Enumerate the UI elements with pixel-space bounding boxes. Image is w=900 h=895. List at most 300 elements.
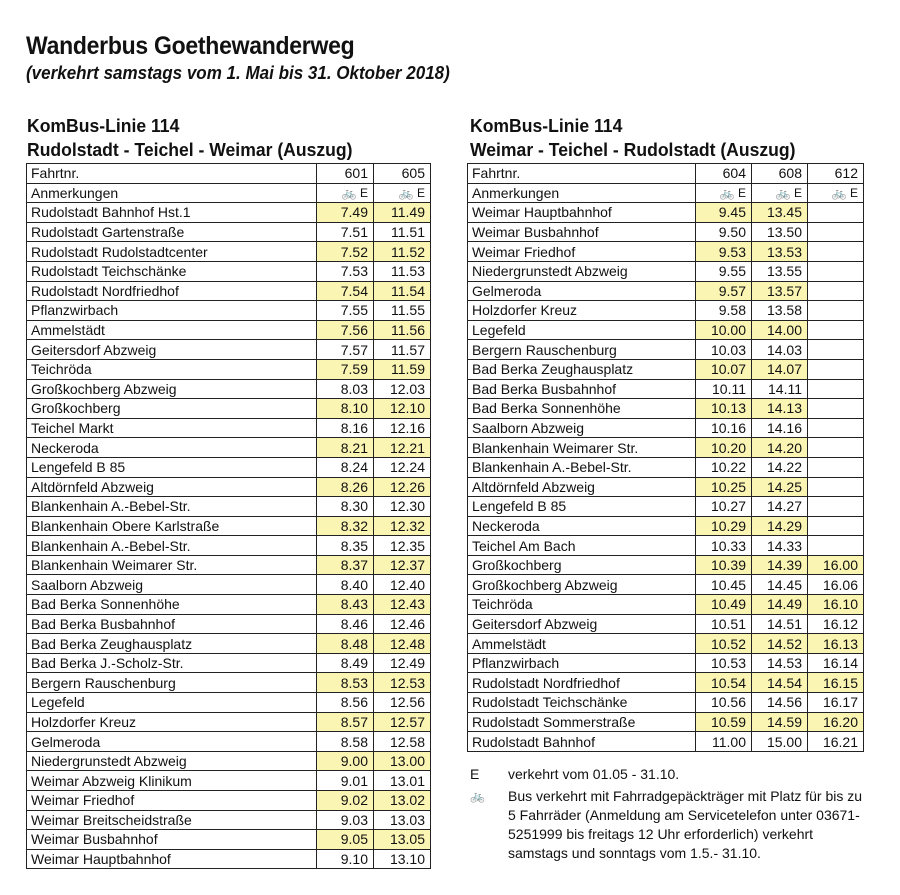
legend <box>470 765 868 863</box>
departure-time: 8.43 <box>317 595 374 615</box>
stop-name: Legefeld <box>468 320 696 340</box>
stop-name: Saalborn Abzweig <box>468 418 696 438</box>
departure-time: 14.11 <box>752 379 808 399</box>
departure-time: 16.14 <box>808 653 864 673</box>
departure-time: 10.39 <box>696 555 752 575</box>
table-row <box>27 242 431 262</box>
table-row <box>27 555 431 575</box>
departure-time: 8.16 <box>317 418 374 438</box>
departure-time: 12.21 <box>374 438 431 458</box>
departure-time: 9.58 <box>696 301 752 321</box>
table-row <box>27 712 431 732</box>
table-row <box>27 810 431 830</box>
page-subtitle: (verkehrt samstags vom 1. Mai bis 31. Oktober 2018) <box>26 62 450 83</box>
stop-name: Weimar Busbahnhof <box>468 222 696 242</box>
right-line-heading: KomBus-Linie 114 <box>470 115 623 136</box>
departure-time: 9.50 <box>696 222 752 242</box>
departure-time: 8.26 <box>317 477 374 497</box>
departure-time <box>808 438 864 458</box>
departure-time: 11.54 <box>374 281 431 301</box>
trip-note: 🚲 E <box>752 183 808 203</box>
departure-time: 12.56 <box>374 693 431 713</box>
departure-time: 10.20 <box>696 438 752 458</box>
departure-time: 14.16 <box>752 418 808 438</box>
departure-time: 14.53 <box>752 653 808 673</box>
table-row <box>468 438 864 458</box>
departure-time: 8.35 <box>317 536 374 556</box>
stop-name: Rudolstadt Teichschänke <box>27 261 317 281</box>
stop-name: Großkochberg Abzweig <box>468 575 696 595</box>
departure-time: 7.53 <box>317 261 374 281</box>
table-row <box>468 536 864 556</box>
departure-time: 14.39 <box>752 555 808 575</box>
departure-time: 7.52 <box>317 242 374 262</box>
departure-time: 14.25 <box>752 477 808 497</box>
stop-name: Holzdorfer Kreuz <box>27 712 317 732</box>
stop-name: Ammelstädt <box>27 320 317 340</box>
stop-name: Weimar Hauptbahnhof <box>27 849 317 869</box>
stop-name: Blankenhain A.-Bebel-Str. <box>27 497 317 517</box>
departure-time: 8.37 <box>317 555 374 575</box>
stop-name: Weimar Busbahnhof <box>27 830 317 850</box>
legend-item-e <box>470 765 868 784</box>
stop-name: Bad Berka Busbahnhof <box>468 379 696 399</box>
departure-time <box>808 301 864 321</box>
departure-time: 10.33 <box>696 536 752 556</box>
departure-time: 14.33 <box>752 536 808 556</box>
trip-notes-label: Anmerkungen <box>27 183 317 203</box>
departure-time: 7.56 <box>317 320 374 340</box>
departure-time <box>808 477 864 497</box>
departure-time: 12.40 <box>374 575 431 595</box>
table-row <box>27 301 431 321</box>
departure-time: 7.55 <box>317 301 374 321</box>
stop-name: Gelmeroda <box>27 732 317 752</box>
table-row <box>468 203 864 223</box>
departure-time: 10.03 <box>696 340 752 360</box>
table-row <box>27 497 431 517</box>
departure-time: 10.22 <box>696 457 752 477</box>
table-row <box>27 634 431 654</box>
stop-name: Geitersdorf Abzweig <box>27 340 317 360</box>
departure-time: 14.03 <box>752 340 808 360</box>
departure-time: 14.29 <box>752 516 808 536</box>
departure-time: 8.46 <box>317 614 374 634</box>
table-row <box>27 595 431 615</box>
departure-time: 10.54 <box>696 673 752 693</box>
table-row <box>468 653 864 673</box>
departure-time: 11.00 <box>696 732 752 752</box>
departure-time: 9.45 <box>696 203 752 223</box>
stop-name: Weimar Breitscheidstraße <box>27 810 317 830</box>
departure-time: 13.50 <box>752 222 808 242</box>
departure-time: 12.58 <box>374 732 431 752</box>
stop-name: Blankenhain Obere Karlstraße <box>27 516 317 536</box>
table-row <box>468 477 864 497</box>
departure-time: 12.48 <box>374 634 431 654</box>
departure-time: 10.25 <box>696 477 752 497</box>
departure-time <box>808 281 864 301</box>
departure-time: 9.00 <box>317 751 374 771</box>
departure-time: 7.49 <box>317 203 374 223</box>
table-row <box>27 359 431 379</box>
legend-text-e: verkehrt vom 01.05 - 31.10. <box>508 766 680 782</box>
table-row <box>27 379 431 399</box>
departure-time: 13.03 <box>374 810 431 830</box>
table-row <box>27 340 431 360</box>
stop-name: Großkochberg Abzweig <box>27 379 317 399</box>
departure-time: 16.10 <box>808 595 864 615</box>
legend-item-bike <box>470 787 868 863</box>
trip-number-label: Fahrtnr. <box>468 164 696 184</box>
table-row <box>468 301 864 321</box>
table-row <box>468 516 864 536</box>
departure-time: 7.51 <box>317 222 374 242</box>
departure-time: 14.51 <box>752 614 808 634</box>
stop-name: Lengefeld B 85 <box>468 497 696 517</box>
stop-name: Rudolstadt Bahnhof Hst.1 <box>27 203 317 223</box>
stop-name: Bad Berka Zeughausplatz <box>468 359 696 379</box>
departure-time: 10.29 <box>696 516 752 536</box>
departure-time <box>808 418 864 438</box>
departure-time: 16.00 <box>808 555 864 575</box>
departure-time: 14.22 <box>752 457 808 477</box>
table-row <box>27 222 431 242</box>
departure-time: 12.49 <box>374 653 431 673</box>
departure-time: 13.53 <box>752 242 808 262</box>
departure-time: 12.24 <box>374 457 431 477</box>
legend-key-e: E <box>470 766 480 782</box>
departure-time: 10.00 <box>696 320 752 340</box>
table-row <box>468 399 864 419</box>
stop-name: Weimar Friedhof <box>468 242 696 262</box>
stop-name: Neckeroda <box>468 516 696 536</box>
table-row <box>27 457 431 477</box>
left-line-heading: KomBus-Linie 114 <box>27 115 180 136</box>
stop-name: Blankenhain Weimarer Str. <box>468 438 696 458</box>
departure-time: 15.00 <box>752 732 808 752</box>
departure-time <box>808 261 864 281</box>
departure-time: 12.57 <box>374 712 431 732</box>
departure-time: 8.57 <box>317 712 374 732</box>
stop-name: Blankenhain A.-Bebel-Str. <box>468 457 696 477</box>
stop-name: Lengefeld B 85 <box>27 457 317 477</box>
trip-note: 🚲 E <box>317 183 374 203</box>
departure-time <box>808 340 864 360</box>
table-row <box>468 732 864 752</box>
table-row <box>27 732 431 752</box>
departure-time: 14.20 <box>752 438 808 458</box>
departure-time: 13.00 <box>374 751 431 771</box>
table-row <box>468 242 864 262</box>
departure-time: 11.55 <box>374 301 431 321</box>
table-row <box>27 281 431 301</box>
departure-time: 14.13 <box>752 399 808 419</box>
table-row <box>27 536 431 556</box>
departure-time: 13.01 <box>374 771 431 791</box>
departure-time: 12.37 <box>374 555 431 575</box>
table-row <box>27 830 431 850</box>
stop-name: Altdörnfeld Abzweig <box>27 477 317 497</box>
trip-number: 612 <box>808 164 864 184</box>
departure-time <box>808 379 864 399</box>
left-route-heading: Rudolstadt - Teichel - Weimar (Auszug) <box>27 139 353 160</box>
departure-time: 9.02 <box>317 791 374 811</box>
departure-time: 11.53 <box>374 261 431 281</box>
departure-time: 10.52 <box>696 634 752 654</box>
departure-time <box>808 497 864 517</box>
table-row <box>27 791 431 811</box>
departure-time: 10.13 <box>696 399 752 419</box>
departure-time <box>808 203 864 223</box>
departure-time: 14.27 <box>752 497 808 517</box>
departure-time: 13.58 <box>752 301 808 321</box>
stop-name: Pflanzwirbach <box>27 301 317 321</box>
departure-time: 9.57 <box>696 281 752 301</box>
stop-name: Blankenhain Weimarer Str. <box>27 555 317 575</box>
departure-time <box>808 242 864 262</box>
table-row <box>27 771 431 791</box>
departure-time: 16.15 <box>808 673 864 693</box>
stop-name: Rudolstadt Nordfriedhof <box>468 673 696 693</box>
stop-name: Legefeld <box>27 693 317 713</box>
stop-name: Saalborn Abzweig <box>27 575 317 595</box>
departure-time: 9.10 <box>317 849 374 869</box>
bicycle-icon: 🚲 <box>470 789 485 803</box>
trip-number: 604 <box>696 164 752 184</box>
trip-notes-row <box>27 183 431 203</box>
stop-name: Großkochberg <box>468 555 696 575</box>
departure-time: 8.21 <box>317 438 374 458</box>
stop-name: Bergern Rauschenburg <box>468 340 696 360</box>
departure-time: 7.57 <box>317 340 374 360</box>
departure-time: 12.46 <box>374 614 431 634</box>
stop-name: Ammelstädt <box>468 634 696 654</box>
left-timetable <box>26 163 431 869</box>
departure-time: 13.45 <box>752 203 808 223</box>
departure-time: 12.35 <box>374 536 431 556</box>
departure-time: 8.24 <box>317 457 374 477</box>
stop-name: Weimar Hauptbahnhof <box>468 203 696 223</box>
table-row <box>27 575 431 595</box>
departure-time: 16.17 <box>808 693 864 713</box>
table-row <box>468 555 864 575</box>
stop-name: Weimar Abzweig Klinikum <box>27 771 317 791</box>
departure-time: 8.40 <box>317 575 374 595</box>
stop-name: Rudolstadt Bahnhof <box>468 732 696 752</box>
table-row <box>27 320 431 340</box>
trip-number-row <box>27 164 431 184</box>
right-route-heading: Weimar - Teichel - Rudolstadt (Auszug) <box>470 139 796 160</box>
departure-time <box>808 320 864 340</box>
table-row <box>27 751 431 771</box>
departure-time <box>808 516 864 536</box>
table-row <box>27 418 431 438</box>
departure-time: 16.20 <box>808 712 864 732</box>
departure-time: 16.12 <box>808 614 864 634</box>
departure-time: 14.56 <box>752 693 808 713</box>
departure-time: 14.59 <box>752 712 808 732</box>
right-timetable <box>467 163 864 752</box>
departure-time: 12.32 <box>374 516 431 536</box>
stop-name: Weimar Friedhof <box>27 791 317 811</box>
departure-time: 10.11 <box>696 379 752 399</box>
stop-name: Bad Berka Sonnenhöhe <box>27 595 317 615</box>
departure-time: 9.53 <box>696 242 752 262</box>
departure-time: 8.53 <box>317 673 374 693</box>
table-row <box>27 673 431 693</box>
table-row <box>468 340 864 360</box>
departure-time: 10.59 <box>696 712 752 732</box>
table-row <box>468 222 864 242</box>
departure-time: 16.13 <box>808 634 864 654</box>
stop-name: Holzdorfer Kreuz <box>468 301 696 321</box>
table-row <box>468 379 864 399</box>
departure-time: 8.48 <box>317 634 374 654</box>
stop-name: Altdörnfeld Abzweig <box>468 477 696 497</box>
departure-time: 12.16 <box>374 418 431 438</box>
table-row <box>468 497 864 517</box>
table-row <box>27 477 431 497</box>
stop-name: Niedergrunstedt Abzweig <box>468 261 696 281</box>
departure-time: 14.52 <box>752 634 808 654</box>
departure-time: 16.21 <box>808 732 864 752</box>
trip-number: 601 <box>317 164 374 184</box>
departure-time <box>808 457 864 477</box>
departure-time: 12.10 <box>374 399 431 419</box>
departure-time: 9.03 <box>317 810 374 830</box>
stop-name: Rudolstadt Nordfriedhof <box>27 281 317 301</box>
table-row <box>27 203 431 223</box>
departure-time: 8.58 <box>317 732 374 752</box>
departure-time: 8.49 <box>317 653 374 673</box>
stop-name: Bad Berka Zeughausplatz <box>27 634 317 654</box>
stop-name: Rudolstadt Rudolstadtcenter <box>27 242 317 262</box>
departure-time: 12.30 <box>374 497 431 517</box>
departure-time: 8.56 <box>317 693 374 713</box>
table-row <box>27 438 431 458</box>
stop-name: Teichröda <box>468 595 696 615</box>
stop-name: Niedergrunstedt Abzweig <box>27 751 317 771</box>
departure-time <box>808 536 864 556</box>
table-row <box>27 399 431 419</box>
trip-number-row <box>468 164 864 184</box>
table-row <box>468 712 864 732</box>
departure-time: 7.54 <box>317 281 374 301</box>
stop-name: Bad Berka Busbahnhof <box>27 614 317 634</box>
stop-name: Blankenhain A.-Bebel-Str. <box>27 536 317 556</box>
stop-name: Rudolstadt Teichschänke <box>468 693 696 713</box>
stop-name: Neckeroda <box>27 438 317 458</box>
stop-name: Gelmeroda <box>468 281 696 301</box>
table-row <box>468 693 864 713</box>
stop-name: Pflanzwirbach <box>468 653 696 673</box>
departure-time: 12.53 <box>374 673 431 693</box>
departure-time <box>808 399 864 419</box>
departure-time <box>808 359 864 379</box>
departure-time <box>808 222 864 242</box>
stop-name: Bad Berka Sonnenhöhe <box>468 399 696 419</box>
table-row <box>27 516 431 536</box>
table-row <box>468 320 864 340</box>
table-row <box>468 261 864 281</box>
departure-time: 13.57 <box>752 281 808 301</box>
trip-number-label: Fahrtnr. <box>27 164 317 184</box>
departure-time: 9.55 <box>696 261 752 281</box>
stop-name: Geitersdorf Abzweig <box>468 614 696 634</box>
departure-time: 10.27 <box>696 497 752 517</box>
departure-time: 11.56 <box>374 320 431 340</box>
departure-time: 10.49 <box>696 595 752 615</box>
departure-time: 16.06 <box>808 575 864 595</box>
departure-time: 13.05 <box>374 830 431 850</box>
departure-time: 10.16 <box>696 418 752 438</box>
departure-time: 12.43 <box>374 595 431 615</box>
table-row <box>468 575 864 595</box>
departure-time: 9.05 <box>317 830 374 850</box>
departure-time: 11.49 <box>374 203 431 223</box>
table-row <box>27 693 431 713</box>
stop-name: Teichröda <box>27 359 317 379</box>
departure-time: 13.10 <box>374 849 431 869</box>
table-row <box>27 653 431 673</box>
departure-time: 8.03 <box>317 379 374 399</box>
departure-time: 9.01 <box>317 771 374 791</box>
departure-time: 7.59 <box>317 359 374 379</box>
departure-time: 10.07 <box>696 359 752 379</box>
departure-time: 11.51 <box>374 222 431 242</box>
trip-note: 🚲 E <box>374 183 431 203</box>
table-row <box>468 595 864 615</box>
trip-notes-row <box>468 183 864 203</box>
table-row <box>27 614 431 634</box>
table-row <box>468 634 864 654</box>
stop-name: Bad Berka J.-Scholz-Str. <box>27 653 317 673</box>
departure-time: 8.10 <box>317 399 374 419</box>
departure-time: 10.51 <box>696 614 752 634</box>
departure-time: 11.59 <box>374 359 431 379</box>
table-row <box>468 457 864 477</box>
departure-time: 12.26 <box>374 477 431 497</box>
table-row <box>468 359 864 379</box>
table-row <box>468 614 864 634</box>
stop-name: Bergern Rauschenburg <box>27 673 317 693</box>
departure-time: 11.57 <box>374 340 431 360</box>
departure-time: 10.53 <box>696 653 752 673</box>
departure-time: 14.00 <box>752 320 808 340</box>
stop-name: Teichel Markt <box>27 418 317 438</box>
departure-time: 11.52 <box>374 242 431 262</box>
departure-time: 10.45 <box>696 575 752 595</box>
departure-time: 8.32 <box>317 516 374 536</box>
trip-notes-label: Anmerkungen <box>468 183 696 203</box>
table-row <box>27 849 431 869</box>
stop-name: Rudolstadt Sommerstraße <box>468 712 696 732</box>
departure-time: 14.49 <box>752 595 808 615</box>
trip-note: 🚲 E <box>808 183 864 203</box>
departure-time: 10.56 <box>696 693 752 713</box>
table-row <box>468 673 864 693</box>
departure-time: 14.07 <box>752 359 808 379</box>
departure-time: 8.30 <box>317 497 374 517</box>
table-row <box>468 418 864 438</box>
stop-name: Großkochberg <box>27 399 317 419</box>
legend-text-bike: Bus verkehrt mit Fahrradgepäckträger mit Platz für bis zu 5 Fahrräder (Anmeldung am Servicetelefon unter 03671-5251999 bis freitags 12 Uhr erforderlich) verkehrt samstags und sonntags vom 1.5.- 31.10. <box>508 788 863 861</box>
page-title: Wanderbus Goethewanderweg <box>26 32 355 60</box>
table-row <box>468 281 864 301</box>
stop-name: Rudolstadt Gartenstraße <box>27 222 317 242</box>
trip-note: 🚲 E <box>696 183 752 203</box>
